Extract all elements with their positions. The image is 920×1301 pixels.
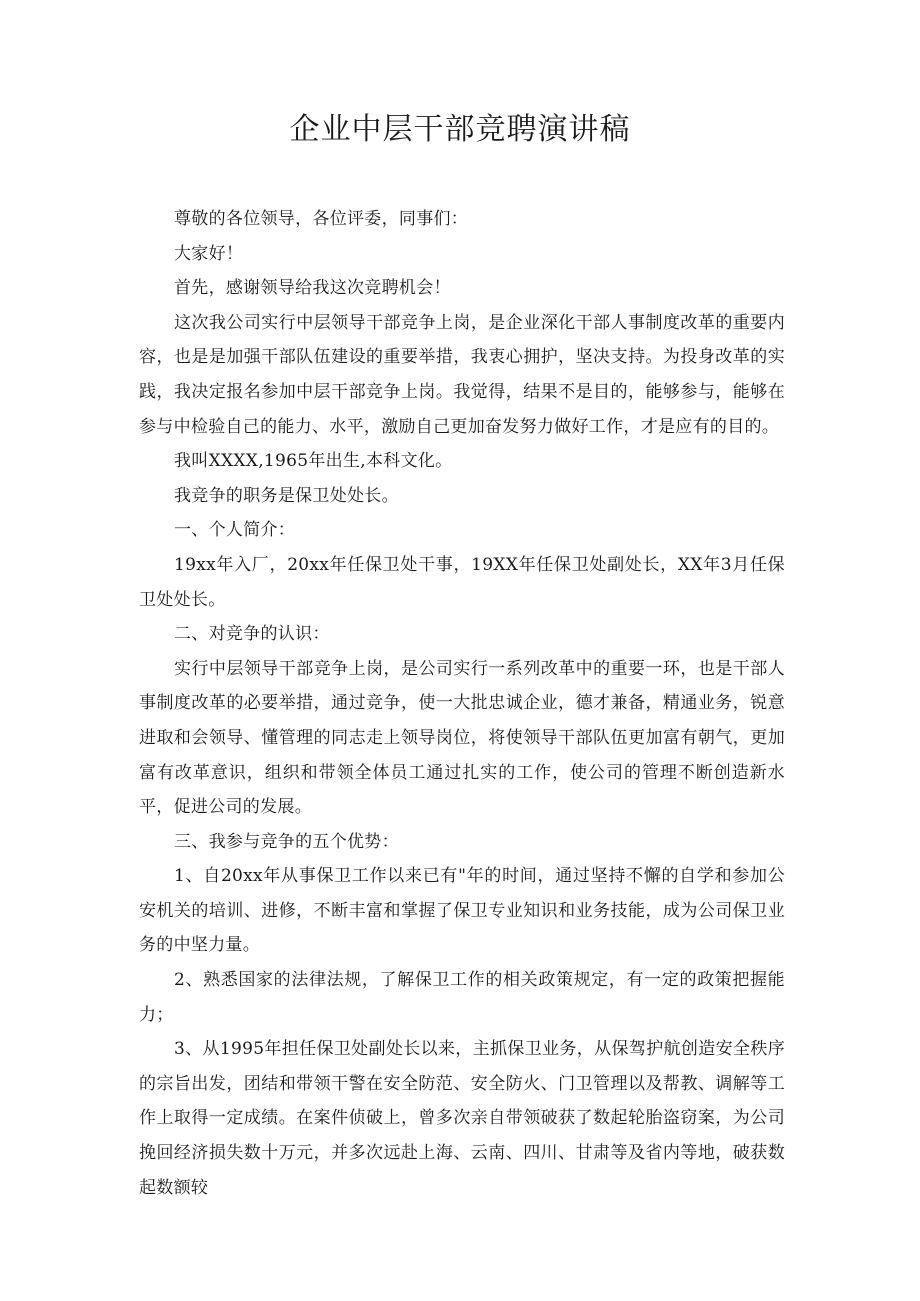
greeting: 大家好！	[174, 243, 244, 264]
advantage-1: 1、自20xx年从事保卫工作以来已有"年的时间，通过坚持不懈的自学和参加公安机关的培训、进修，不断丰富和掌握了保卫专业知识和业务技能，成为公司保卫业务的中坚力量。	[139, 866, 785, 956]
competition-paragraph: 实行中层领导干部竞争上岗，是公司实行一系列改革中的重要一环，也是干部人事制度改革的必要举措，通过竞争，使一大批忠诚企业，德才兼备，精通业务，锐意进取和会领导、懂管理的同志走上领导岗位，将使领导干部队伍更加富有朝气，更加富有改革意识，组织和带领全体员工通过扎实的工作，使公司的管理不断创造新水平，促进公司的发展。	[139, 658, 785, 818]
document-body	[139, 202, 785, 1205]
section-heading-3: 三、我参与竞争的五个优势：	[174, 831, 399, 852]
advantage-3: 3、从1995年担任保卫处副处长以来，主抓保卫业务，从保驾护航创造安全秩序的宗旨出发，团结和带领干警在安全防范、安全防火、门卫管理以及帮教、调解等工作上取得一定成绩。在案件侦破上，曾多次亲自带领破获了数起轮胎盗窃案，为公司挽回经济损失数十万元，并多次远赴上海、云南、四川、甘肃等及省内等地，破获数起数额较	[139, 1039, 785, 1198]
document-title: 企业中层干部竞聘演讲稿	[289, 112, 631, 147]
thanks-paragraph: 首先，感谢领导给我这次竞聘机会！	[174, 278, 451, 299]
advantage-2: 2、熟悉国家的法律法规，了解保卫工作的相关政策规定，有一定的政策把握能力；	[139, 970, 785, 1025]
salutation: 尊敬的各位领导，各位评委，同事们：	[174, 209, 469, 229]
section-heading-2: 二、对竞争的认识：	[174, 624, 330, 645]
section-heading-1: 一、个人简介：	[174, 520, 296, 541]
position-paragraph: 我竞争的职务是保卫处处长。	[174, 485, 399, 506]
intro-paragraph: 这次我公司实行中层领导干部竞争上岗，是企业深化干部人事制度改革的重要内容，也是是加强干部队伍建设的重要举措，我衷心拥护，坚决支持。为投身改革的实践，我决定报名参加中层干部竞争上岗。我觉得，结果不是目的，能够参与，能够在参与中检验自己的能力、水平，激励自己更加奋发努力做好工作，才是应有的目的。	[139, 312, 785, 437]
name-paragraph: 我叫XXXX,1965年出生,本科文化。	[174, 451, 453, 472]
resume-paragraph: 19xx年入厂，20xx年任保卫处干事，19XX年任保卫处副处长，XX年3月任保卫处处长。	[139, 554, 785, 610]
